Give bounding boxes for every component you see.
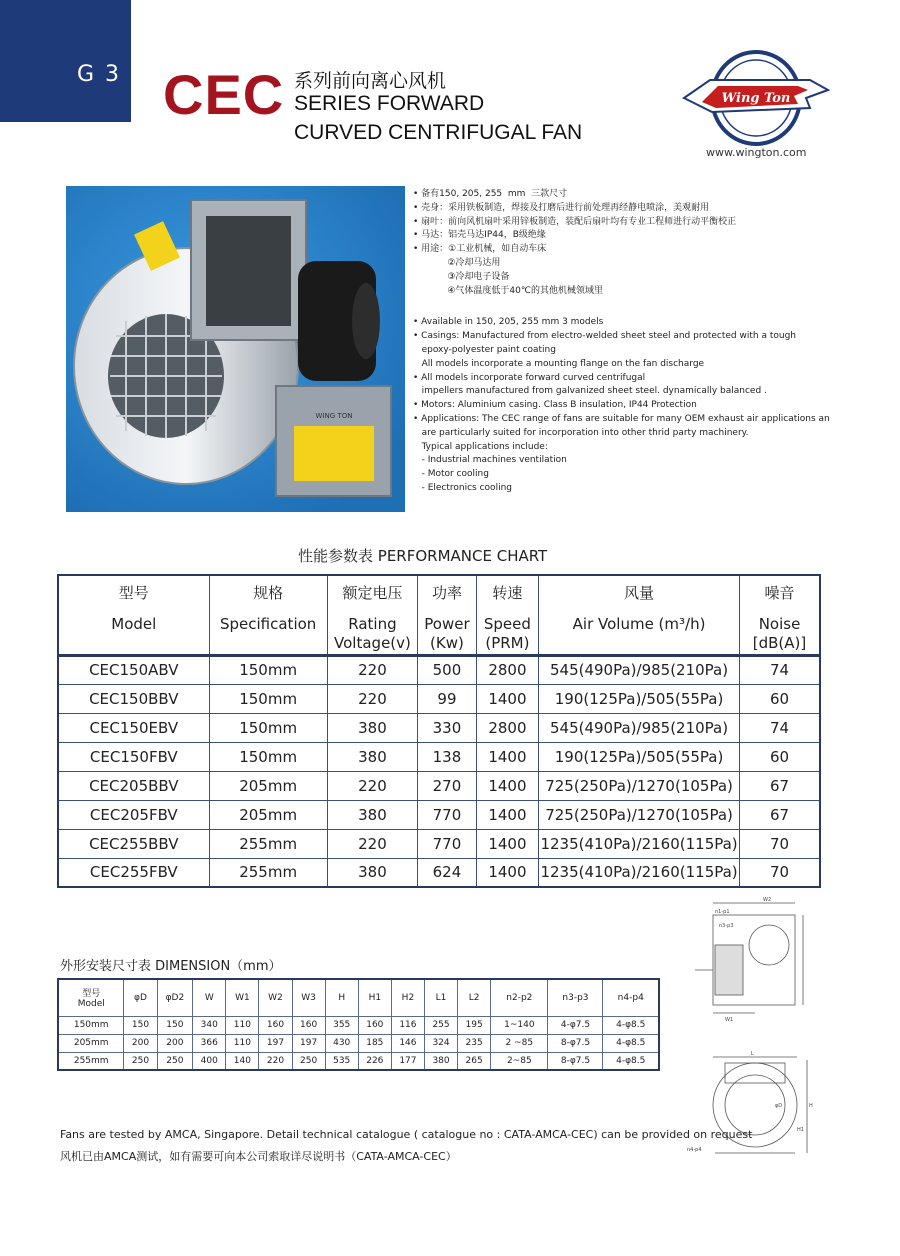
perf-header-cn: 风量 xyxy=(624,584,655,602)
table-cell: 116 xyxy=(391,1016,424,1034)
table-cell: 220 xyxy=(327,655,417,684)
table-cell: 355 xyxy=(325,1016,358,1034)
table-cell: 380 xyxy=(327,858,417,887)
table-cell: CEC205FBV xyxy=(58,800,209,829)
perf-header-cell xyxy=(327,575,417,655)
table-cell: 250 xyxy=(124,1052,157,1070)
spec-line: ④气体温度低于40℃的其他机械领域里 xyxy=(413,285,603,296)
spec-line: ③冷却电子设备 xyxy=(413,271,510,282)
table-cell: CEC150EBV xyxy=(58,713,209,742)
spec-line: • 用途：①工业机械，如自动车床 xyxy=(413,244,547,255)
perf-header-en: Specification xyxy=(219,615,317,633)
svg-text:n4-p4: n4-p4 xyxy=(687,1147,702,1153)
table-cell: 255 xyxy=(424,1016,457,1034)
svg-text:φD: φD xyxy=(775,1103,783,1109)
table-cell: 67 xyxy=(740,771,821,800)
performance-table xyxy=(57,574,821,888)
table-cell: 220 xyxy=(259,1052,292,1070)
table-cell: 400 xyxy=(193,1052,226,1070)
table-cell: 1400 xyxy=(476,771,538,800)
specs-cn-block xyxy=(413,188,853,298)
spec-line: ②冷却马达用 xyxy=(413,257,501,268)
table-cell: 1235(410Pa)/2160(115Pa) xyxy=(539,858,740,887)
specs-en-block xyxy=(413,316,853,495)
table-cell: 1400 xyxy=(476,800,538,829)
perf-header-cn: 转速 xyxy=(492,584,523,602)
table-cell: 220 xyxy=(327,829,417,858)
table-cell: 60 xyxy=(740,742,821,771)
table-cell: 250 xyxy=(292,1052,325,1070)
table-cell: 1235(410Pa)/2160(115Pa) xyxy=(539,829,740,858)
table-cell: CEC255BBV xyxy=(58,829,209,858)
table-cell: 4-φ8.5 xyxy=(603,1016,659,1034)
dim-header-cell: W1 xyxy=(226,979,259,1016)
table-cell: 226 xyxy=(358,1052,391,1070)
spec-line: - Industrial machines ventilation xyxy=(413,455,567,466)
table-cell: 150mm xyxy=(209,742,327,771)
table-cell: 67 xyxy=(740,800,821,829)
dim-header-cell: n3-p3 xyxy=(548,979,603,1016)
website-url: www.wington.com xyxy=(706,146,807,159)
table-cell: 74 xyxy=(740,713,821,742)
perf-header-en: Power (Kw) xyxy=(424,615,470,652)
table-cell: 150mm xyxy=(209,655,327,684)
table-cell: 160 xyxy=(358,1016,391,1034)
table-cell: 380 xyxy=(327,800,417,829)
note-chinese: 风机已由AMCA测试，如有需要可向本公司索取详尽说明书（CATA-AMCA-CEC） xyxy=(60,1150,457,1163)
svg-text:W1: W1 xyxy=(725,1017,734,1023)
table-cell: 255mm xyxy=(58,1052,124,1070)
title-en-line2: CURVED CENTRIFUGAL FAN xyxy=(294,121,583,144)
table-cell: CEC150ABV xyxy=(58,655,209,684)
spec-line: • Available in 150, 205, 255 mm 3 models xyxy=(413,317,604,328)
dim-header-cell: 型号 Model xyxy=(58,979,124,1016)
table-cell: 366 xyxy=(193,1034,226,1052)
table-cell: 725(250Pa)/1270(105Pa) xyxy=(539,800,740,829)
spec-line: • Casings: Manufactured from electro-welded sheet steel and protected with a tough xyxy=(413,331,796,342)
table-cell: 138 xyxy=(418,742,477,771)
spec-line: epoxy-polyester paint coating xyxy=(413,344,556,355)
specification-text xyxy=(413,188,853,496)
svg-text:n1-p1: n1-p1 xyxy=(715,909,730,915)
table-cell: 205mm xyxy=(58,1034,124,1052)
table-row xyxy=(58,742,820,771)
table-cell: 2800 xyxy=(476,655,538,684)
table-cell: 2~85 xyxy=(491,1052,548,1070)
table-cell: 545(490Pa)/985(210Pa) xyxy=(539,655,740,684)
table-cell: 4-φ8.5 xyxy=(603,1052,659,1070)
wington-logo xyxy=(682,50,830,150)
table-cell: 8-φ7.5 xyxy=(548,1034,603,1052)
table-cell: 150mm xyxy=(58,1016,124,1034)
table-cell: 380 xyxy=(327,742,417,771)
dim-header-cell: W2 xyxy=(259,979,292,1016)
svg-text:H1: H1 xyxy=(797,1127,804,1133)
spec-line: • All models incorporate forward curved centrifugal xyxy=(413,372,646,383)
table-cell: 770 xyxy=(418,829,477,858)
table-row xyxy=(58,1052,659,1070)
table-row xyxy=(58,713,820,742)
spec-line: • Motors: Aluminium casing. Class B insulation, IP44 Protection xyxy=(413,400,697,411)
table-row xyxy=(58,858,820,887)
perf-header-cell xyxy=(740,575,821,655)
spec-line: • 备有150, 205, 255 mm 三款尺寸 xyxy=(413,189,568,199)
table-cell: 200 xyxy=(157,1034,193,1052)
page-tab xyxy=(0,0,131,122)
perf-header-cn: 功率 xyxy=(431,584,462,602)
perf-header-cell xyxy=(209,575,327,655)
table-cell: CEC255FBV xyxy=(58,858,209,887)
svg-text:W2: W2 xyxy=(763,897,772,903)
page-tab-label: G 3 xyxy=(77,62,122,87)
table-cell: 150mm xyxy=(209,684,327,713)
table-cell: 70 xyxy=(740,858,821,887)
table-cell: 70 xyxy=(740,829,821,858)
table-row xyxy=(58,1016,659,1034)
table-cell: 1400 xyxy=(476,829,538,858)
dim-header-cell: H2 xyxy=(391,979,424,1016)
table-cell: 340 xyxy=(193,1016,226,1034)
svg-text:n3-p3: n3-p3 xyxy=(719,923,734,929)
product-label-text: WING TON xyxy=(315,412,353,420)
table-cell: CEC150FBV xyxy=(58,742,209,771)
table-cell: 1400 xyxy=(476,742,538,771)
spec-line: are particularly suited for incorporation into other thrid party machinery. xyxy=(413,427,749,438)
product-photo xyxy=(66,186,405,512)
table-cell: 4-φ8.5 xyxy=(603,1034,659,1052)
perf-header-cn: 规格 xyxy=(253,584,284,602)
table-cell: CEC205BBV xyxy=(58,771,209,800)
dimension-table xyxy=(57,978,660,1071)
title-cn: 系列前向离心风机 xyxy=(294,71,447,92)
dim-header-cell: W3 xyxy=(292,979,325,1016)
table-cell: 265 xyxy=(458,1052,491,1070)
table-cell: 1400 xyxy=(476,858,538,887)
perf-header-cn: 额定电压 xyxy=(342,584,403,602)
table-row xyxy=(58,800,820,829)
dim-header-cell: φD xyxy=(124,979,157,1016)
table-cell: 74 xyxy=(740,655,821,684)
table-cell: 160 xyxy=(292,1016,325,1034)
table-cell: 190(125Pa)/505(55Pa) xyxy=(539,684,740,713)
table-cell: 150 xyxy=(157,1016,193,1034)
dim-header-cell: n4-p4 xyxy=(603,979,659,1016)
perf-header-cell xyxy=(418,575,477,655)
table-cell: 380 xyxy=(327,713,417,742)
performance-header-row xyxy=(58,575,820,655)
spec-line: • 扇叶：前向风机扇叶采用锌板制造，装配后扇叶均有专业工程师进行动平衡校正 xyxy=(413,216,737,227)
table-cell: 1400 xyxy=(476,684,538,713)
dimension-title: 外形安装尺寸表 DIMENSION（mm） xyxy=(60,959,282,974)
table-cell: 197 xyxy=(292,1034,325,1052)
title-en-line1: SERIES FORWARD xyxy=(294,92,485,115)
table-cell: 160 xyxy=(259,1016,292,1034)
table-cell: 60 xyxy=(740,684,821,713)
brand-name: CEC xyxy=(163,63,285,126)
table-cell: 8-φ7.5 xyxy=(548,1052,603,1070)
table-cell: 185 xyxy=(358,1034,391,1052)
table-cell: 110 xyxy=(226,1016,259,1034)
spec-line: • 马达：铝壳马达IP44，B级绝缘 xyxy=(413,230,546,241)
table-cell: 2 ~85 xyxy=(491,1034,548,1052)
spec-line: - Electronics cooling xyxy=(413,482,512,493)
table-cell: 330 xyxy=(418,713,477,742)
table-cell: 150 xyxy=(124,1016,157,1034)
dim-header-cell: φD2 xyxy=(157,979,193,1016)
spec-line: - Motor cooling xyxy=(413,469,489,480)
table-cell: 99 xyxy=(418,684,477,713)
table-cell: 200 xyxy=(124,1034,157,1052)
table-cell: 725(250Pa)/1270(105Pa) xyxy=(539,771,740,800)
table-row xyxy=(58,771,820,800)
perf-header-en: Air Volume (m³/h) xyxy=(572,615,706,633)
table-cell: 2800 xyxy=(476,713,538,742)
table-cell: 140 xyxy=(226,1052,259,1070)
table-cell: 110 xyxy=(226,1034,259,1052)
svg-text:H: H xyxy=(809,1103,813,1109)
dimension-drawings xyxy=(685,895,815,1185)
table-cell: 430 xyxy=(325,1034,358,1052)
dim-header-cell: L2 xyxy=(458,979,491,1016)
table-cell: CEC150BBV xyxy=(58,684,209,713)
svg-text:L: L xyxy=(751,1051,754,1057)
spec-line: • 壳身：采用铁板制造，焊接及打磨后进行前处理再经静电喷涂，美观耐用 xyxy=(413,202,710,213)
perf-header-en: Speed (PRM) xyxy=(483,615,531,652)
table-cell: 380 xyxy=(424,1052,457,1070)
dim-header-cell: n2-p2 xyxy=(491,979,548,1016)
dimension-header-row xyxy=(58,979,659,1016)
dim-header-cell: H1 xyxy=(358,979,391,1016)
perf-header-cn: 型号 xyxy=(118,584,149,602)
perf-header-cn: 噪音 xyxy=(764,584,795,602)
spec-line: impellers manufactured from galvanized sheet steel. dynamically balanced . xyxy=(413,386,767,397)
table-cell: 255mm xyxy=(209,858,327,887)
table-cell: 770 xyxy=(418,800,477,829)
table-cell: 4-φ7.5 xyxy=(548,1016,603,1034)
perf-header-en: Noise [dB(A)] xyxy=(752,615,807,652)
dim-header-cell: W xyxy=(193,979,226,1016)
spec-line: All models incorporate a mounting flange on the fan discharge xyxy=(413,358,705,369)
table-cell: 220 xyxy=(327,771,417,800)
table-cell: 197 xyxy=(259,1034,292,1052)
spec-line: • Applications: The CEC range of fans are suitable for many OEM exhaust air applications an xyxy=(413,413,830,424)
table-cell: 150mm xyxy=(209,713,327,742)
table-cell: 270 xyxy=(418,771,477,800)
performance-title: 性能参数表 PERFORMANCE CHART xyxy=(298,547,548,565)
perf-header-cell xyxy=(58,575,209,655)
dim-header-cell: L1 xyxy=(424,979,457,1016)
table-cell: 324 xyxy=(424,1034,457,1052)
table-row xyxy=(58,684,820,713)
table-cell: 205mm xyxy=(209,800,327,829)
table-cell: 146 xyxy=(391,1034,424,1052)
perf-header-en: Rating Voltage(v) xyxy=(334,615,411,652)
logo-text: Wing Ton xyxy=(721,91,791,106)
table-cell: 177 xyxy=(391,1052,424,1070)
dim-header-cell: H xyxy=(325,979,358,1016)
table-row xyxy=(58,1034,659,1052)
table-row xyxy=(58,655,820,684)
table-cell: 195 xyxy=(458,1016,491,1034)
table-cell: 545(490Pa)/985(210Pa) xyxy=(539,713,740,742)
table-cell: 220 xyxy=(327,684,417,713)
table-cell: 205mm xyxy=(209,771,327,800)
table-cell: 624 xyxy=(418,858,477,887)
perf-header-cell xyxy=(539,575,740,655)
table-cell: 250 xyxy=(157,1052,193,1070)
table-cell: 190(125Pa)/505(55Pa) xyxy=(539,742,740,771)
table-cell: 535 xyxy=(325,1052,358,1070)
table-cell: 1~140 xyxy=(491,1016,548,1034)
spec-line: Typical applications include: xyxy=(413,441,548,452)
note-english: Fans are tested by AMCA, Singapore. Detail technical catalogue ( catalogue no : CATA-AMCA-CEC) can be provided on request xyxy=(60,1128,753,1141)
table-row xyxy=(58,829,820,858)
table-cell: 235 xyxy=(458,1034,491,1052)
perf-header-cell xyxy=(476,575,538,655)
table-cell: 500 xyxy=(418,655,477,684)
table-cell: 255mm xyxy=(209,829,327,858)
perf-header-en: Model xyxy=(111,615,157,633)
